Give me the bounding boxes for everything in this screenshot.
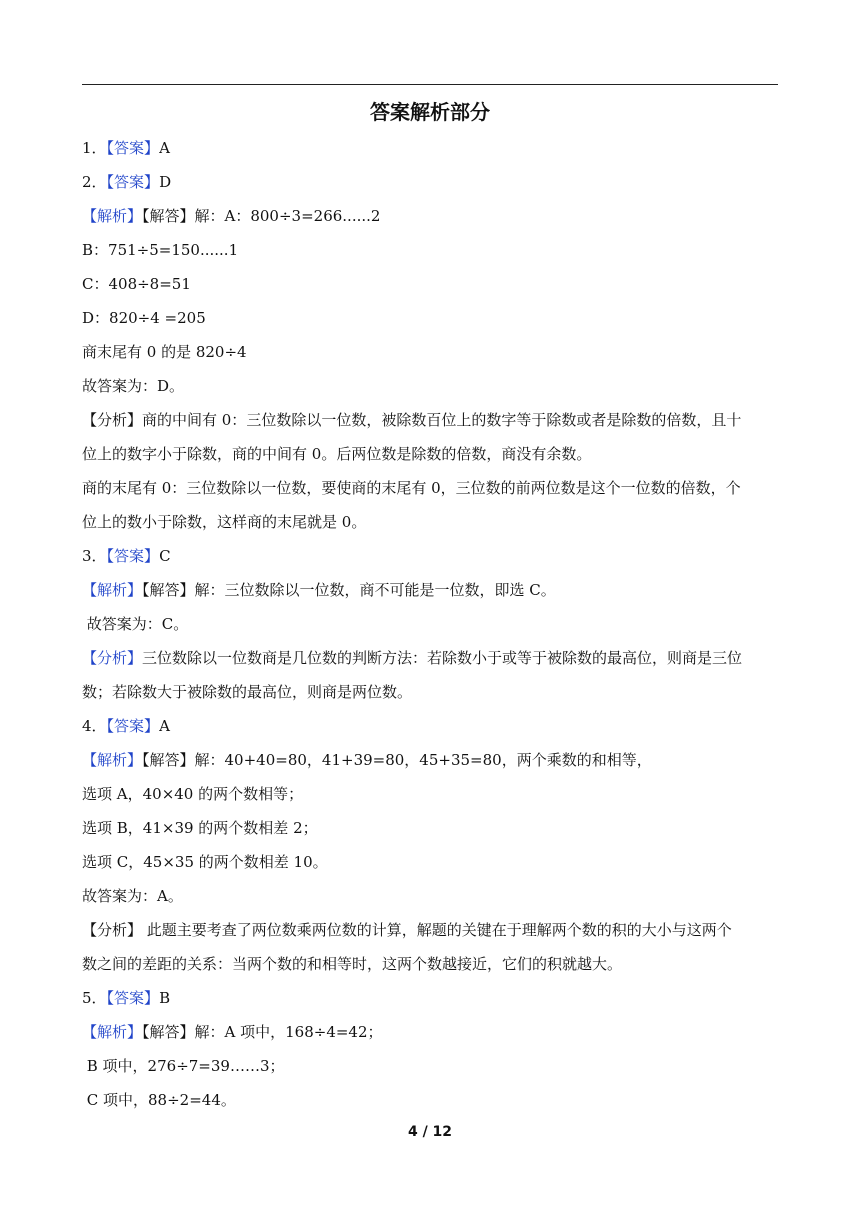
answer-tag: 【答案】: [106, 717, 160, 735]
answer-number: 3．: [82, 547, 107, 565]
answer-value: A: [159, 139, 170, 157]
text-line: 故答案为：A。: [82, 887, 183, 905]
text-line: 数之间的差距的关系：当两个数的和相等时，这两个数越接近，它们的积就越大。: [82, 955, 623, 973]
analysis-text: 【解答】解：三位数除以一位数，商不可能是一位数，即选 C。: [142, 581, 556, 599]
text-line: 位上的数字小于除数，商的中间有 0。后两位数是除数的倍数，商没有余数。: [82, 445, 592, 463]
answer-1: [82, 138, 782, 158]
answer-number: 5．: [82, 989, 107, 1007]
answer-5: [82, 988, 782, 1008]
answer-tag: 【答案】: [106, 173, 160, 191]
text-line: D：820÷4 =205: [82, 309, 206, 327]
text-line: 选项 A，40×40 的两个数相等；: [82, 785, 304, 803]
analysis-line: [82, 648, 782, 668]
analysis-tag: 【解析】: [82, 207, 143, 225]
text-line: 选项 C，45×35 的两个数相差 10。: [82, 853, 328, 871]
answer-number: 2．: [82, 173, 107, 191]
answer-number: 1．: [82, 139, 107, 157]
text-line: 故答案为：C。: [82, 615, 189, 633]
text-line: 选项 B，41×39 的两个数相差 2；: [82, 819, 318, 837]
text-line: 【分析】商的中间有 0：三位数除以一位数，被除数百位上的数字等于除数或者是除数的倍数，且十: [82, 411, 742, 429]
analysis-line: [82, 750, 782, 770]
text-line: 商末尾有 0 的是 820÷4: [82, 343, 247, 361]
text-line: 数；若除数大于被除数的最高位，则商是两位数。: [82, 683, 413, 701]
answer-value: A: [159, 717, 170, 735]
answer-4: [82, 716, 782, 736]
analysis-line: [82, 1022, 782, 1042]
text-line: 位上的数小于除数，这样商的末尾就是 0。: [82, 513, 367, 531]
text-line: B：751÷5=150......1: [82, 241, 239, 259]
answer-3: [82, 546, 782, 566]
answer-tag: 【答案】: [106, 989, 160, 1007]
analysis-text: 【解答】解：A：800÷3=266......2: [142, 207, 381, 225]
analysis-tag: 【分析】: [82, 649, 143, 667]
text-line: 商的末尾有 0：三位数除以一位数，要使商的末尾有 0，三位数的前两位数是这个一位数的倍数，个: [82, 479, 741, 497]
text-line: 故答案为：D。: [82, 377, 185, 395]
analysis-text: 【解答】解：A 项中，168÷4=42；: [142, 1023, 383, 1041]
text-line: 【分析】 此题主要考查了两位数乘两位数的计算，解题的关键在于理解两个数的积的大小与这两个: [82, 921, 732, 939]
answer-2: [82, 172, 782, 192]
answer-tag: 【答案】: [106, 547, 160, 565]
answer-number: 4．: [82, 717, 107, 735]
analysis-tag: 【解析】: [82, 1023, 143, 1041]
answer-value: C: [159, 547, 171, 565]
analysis-tag: 【解析】: [82, 581, 143, 599]
answer-tag: 【答案】: [106, 139, 160, 157]
header-rule: [82, 84, 778, 85]
analysis-text: 三位数除以一位数商是几位数的判断方法：若除数小于或等于被除数的最高位，则商是三位: [142, 649, 743, 667]
answer-value: B: [159, 989, 171, 1007]
text-line: B 项中，276÷7=39……3；: [82, 1057, 285, 1075]
answer-value: D: [159, 173, 172, 191]
analysis-line: [82, 206, 782, 226]
page-number: 4 / 12: [407, 1124, 453, 1140]
analysis-text: 【解答】解：40+40=80，41+39=80，45+35=80，两个乘数的和相等，: [142, 751, 652, 769]
analysis-line: [82, 580, 782, 600]
analysis-tag: 【解析】: [82, 751, 143, 769]
text-line: C：408÷8=51: [82, 275, 191, 293]
text-line: C 项中，88÷2=44。: [82, 1091, 236, 1109]
page-title: 答案解析部分: [370, 100, 490, 124]
